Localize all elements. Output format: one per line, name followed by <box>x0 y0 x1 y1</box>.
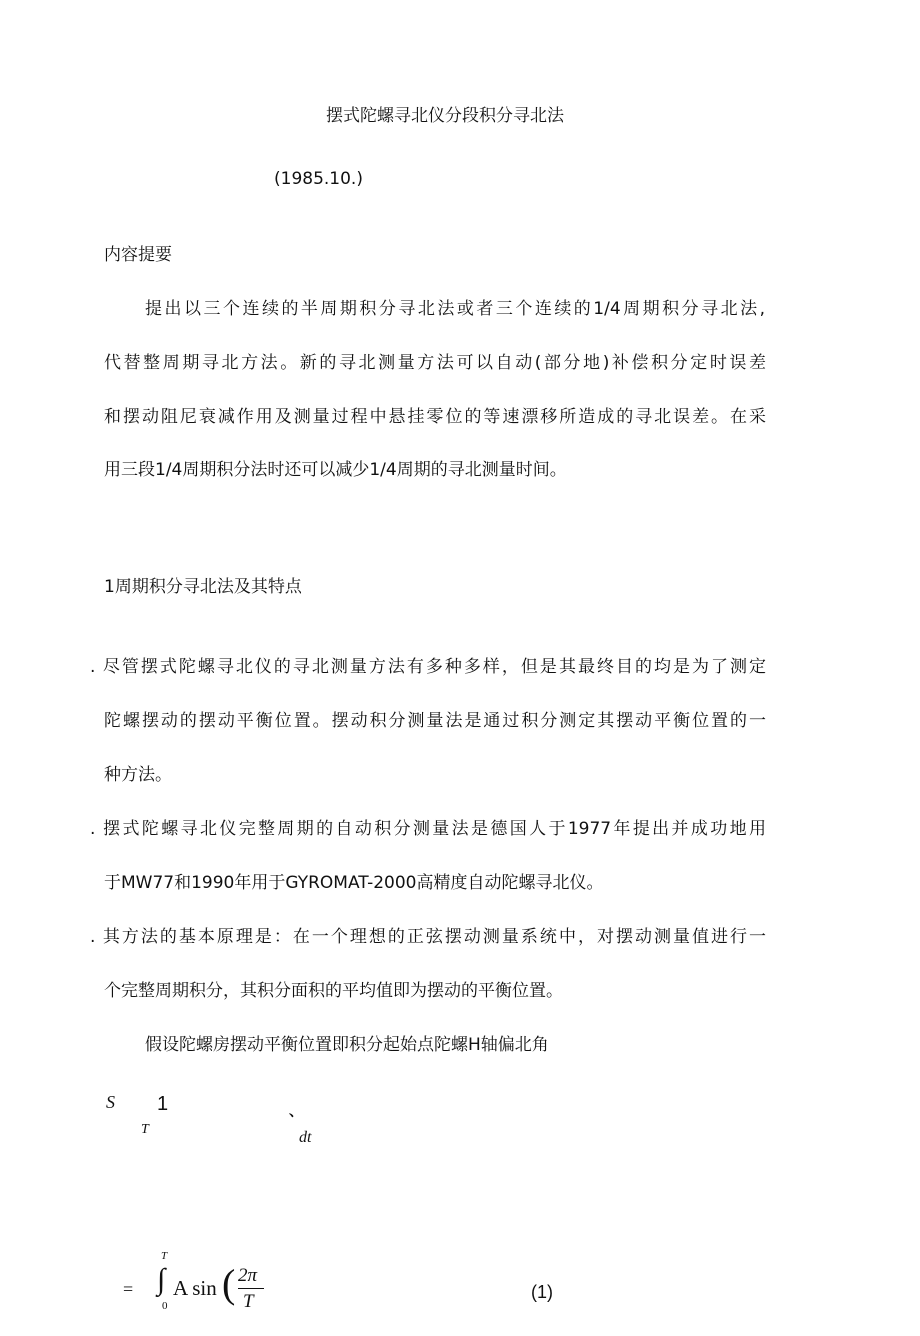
abstract-line: 提出以三个连续的半周期积分寻北法或者三个连续的1/4周期积分寻北法, <box>145 299 765 319</box>
fraction-bar <box>238 1288 264 1289</box>
section-heading: 1周期积分寻北法及其特点 <box>104 577 302 597</box>
formula-upper-limit: T <box>161 1250 168 1262</box>
abstract-line: 和摆动阻尼衰减作用及测量过程中悬挂零位的等速漂移所造成的寻北误差。在采 <box>104 407 766 427</box>
formula-tick: 、 <box>289 1103 303 1119</box>
paragraph-line: . 其方法的基本原理是：在一个理想的正弦摆动测量系统中，对摆动测量值进行一 <box>90 927 766 947</box>
paragraph-line: 于MW77和1990年用于GYROMAT-2000高精度自动陀螺寻北仪。 <box>104 873 604 893</box>
paragraph-line: . 摆式陀螺寻北仪完整周期的自动积分测量法是德国人于1977年提出并成功地用 <box>90 819 766 839</box>
integral-sign-icon: ∫ <box>157 1263 166 1296</box>
formula-dt: dt <box>299 1129 312 1146</box>
formula-lower-limit: 0 <box>162 1300 168 1312</box>
abstract-heading: 内容提要 <box>104 245 172 265</box>
formula-t: T <box>141 1122 149 1137</box>
paragraph-line: 陀螺摆动的摆动平衡位置。摆动积分测量法是通过积分测定其摆动平衡位置的一 <box>104 711 766 731</box>
paren-icon: ( <box>222 1261 236 1306</box>
paragraph-line: 个完整周期积分，其积分面积的平均值即为摆动的平衡位置。 <box>104 981 563 1001</box>
document-title: 摆式陀螺寻北仪分段积分寻北法 <box>326 106 564 126</box>
formula-numerator: 2π <box>238 1265 258 1286</box>
formula-integrand: A sin <box>173 1276 217 1300</box>
formula-s: S <box>106 1092 115 1112</box>
abstract-line: 代替整周期寻北方法。新的寻北测量方法可以自动(部分地)补偿积分定时误差 <box>104 353 766 373</box>
paragraph-line: 种方法。 <box>104 765 172 785</box>
assumption-text: 假设陀螺房摆动平衡位置即积分起始点陀螺H轴偏北角 <box>145 1035 549 1055</box>
equation-number: (1) <box>531 1282 553 1302</box>
formula-denominator: T <box>243 1291 254 1312</box>
abstract-line: 用三段1/4周期积分法时还可以减少1/4周期的寻北测量时间。 <box>104 460 567 480</box>
formula-one: 1 <box>157 1093 169 1115</box>
document-date: (1985.10.) <box>274 169 363 189</box>
formula-equals: = <box>123 1279 134 1299</box>
paragraph-line: . 尽管摆式陀螺寻北仪的寻北测量方法有多种多样，但是其最终目的均是为了测定 <box>90 657 766 677</box>
